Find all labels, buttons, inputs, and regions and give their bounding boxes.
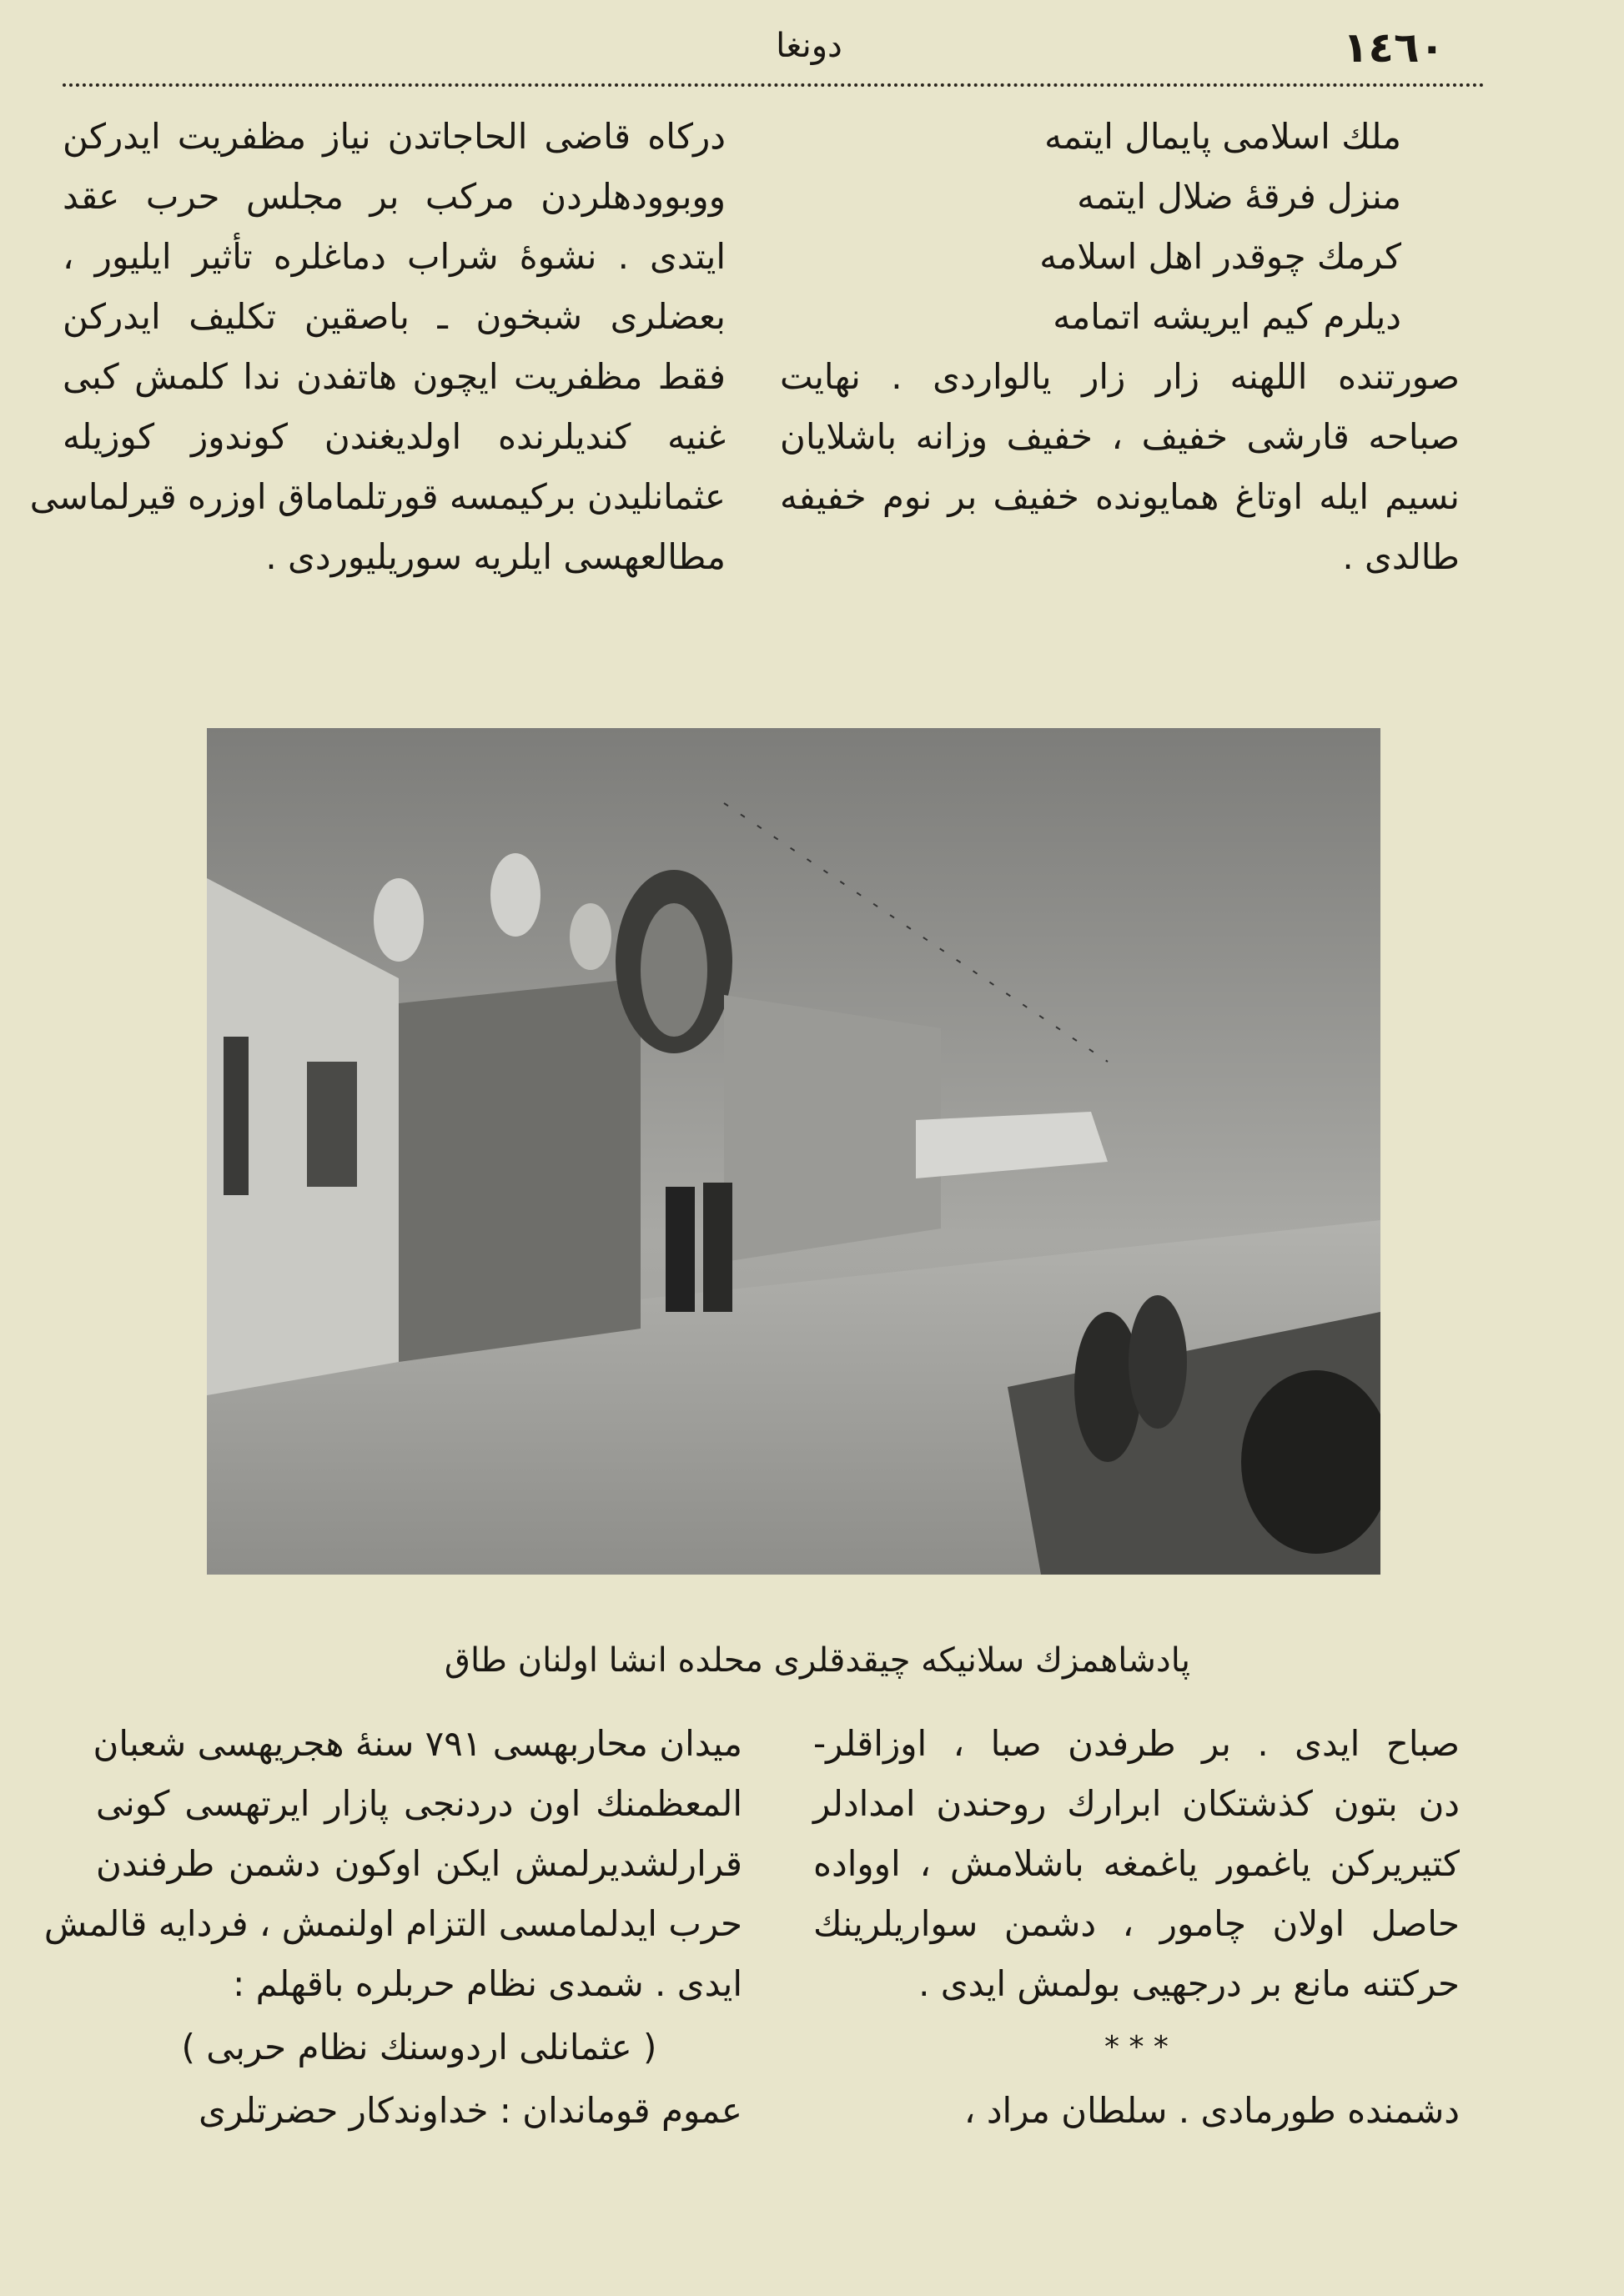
text-line: دشمنده طورمادی . سلطان مراد ، [963,2090,1460,2131]
bottom-right-column [813,1714,1460,2141]
text-line: حاصل اولان چامور ، دشمن سواریلرینك [813,1903,1460,1944]
text-line: فقط مظفریت ایچون هاتفدن ندا کلمش کبی [63,356,726,397]
verse-line: کرمك چوقدر اهل اسلامه [1039,236,1401,277]
text-line: ووبوودهلردن مرکب بر مجلس حرب عقد [63,176,726,217]
text-line: مطالعهسی ایلریه سوریلیوردی . [265,536,726,577]
text-line: کتیریرکن یاغمور یاغمغه باشلامش ، اوواده [813,1843,1460,1884]
text-line: حرکتنه مانع بر درجهیی بولمش ایدی . [918,1963,1460,2004]
top-right-column [780,107,1460,587]
verse-line: منزل فرقهٔ ضلال ایتمه [1077,176,1401,217]
text-line: نسیم ایله اوتاغ همایونده خفیف بر نوم خفیفه [780,476,1460,517]
running-title: دونغا [776,27,842,65]
text-line: عثمانلیدن برکیمسه قورتلماماق اوزره قیرلماسی [29,476,726,517]
text-line: قرارلشدیرلمش ایکن اوکون دشمن طرفندن [96,1843,742,1884]
text-line: میدان محاربهسی ٧٩١ سنهٔ هجریهسی شعبان [93,1723,742,1764]
header-divider [63,83,1485,87]
photo-caption: پادشاهمزك سلانیكه چیقدقلری محلده انشا اولنان طاق [444,1641,1191,1680]
text-line: صباحه قارشی خفیف ، خفیف وزانه باشلایان [780,416,1460,457]
verse-line: دیلرم کیم ایریشه اتمامه [1053,296,1401,337]
text-line: عموم قوماندان : خداوندکار حضرتلری [199,2090,742,2131]
top-left-column [29,107,726,587]
photo-ceremonial-arch [207,728,1380,1575]
page-number: ١٤٦٠ [1343,23,1446,72]
text-line: ایدی . شمدی نظام حربلره باقهلم : [233,1963,742,2004]
text-line: غنیه کندیلرنده اولدیغندن کوندوز کوزیله [63,416,726,457]
section-separator-asterisks: * * * [1104,2030,1169,2064]
photo-image [207,728,1380,1575]
text-line: المعظمنك اون دردنجی پازار ایرتهسی کونی [96,1783,742,1824]
verse-line: ملك اسلامی پایمال ایتمه [1044,116,1401,157]
text-line: ایتدی . نشوهٔ شراب دماغلره تأثیر ایلیور ، [63,236,726,277]
text-line: صباح ایدی . بر طرفدن صبا ، اوزاقلر- [813,1723,1460,1764]
text-line: طالدی . [1342,536,1460,577]
text-line: حرب ایدلمامسی التزام اولنمش ، فردایه قالمش [43,1903,742,1944]
text-line: بعضلری شبخون ـ باصقین تکلیف ایدرکن [63,296,726,337]
text-line: دن بتون کذشتکان ابرارك روحندن امدادلر [813,1783,1460,1824]
text-line: درکاه قاضی الحاجاتدن نیاز مظفریت ایدرکن [63,116,726,157]
bottom-left-column [43,1714,742,2141]
text-line: صورتنده اللهنه زار زار یالواردی . نهایت [780,356,1460,397]
section-heading: ( عثمانلی اردوسنك نظام حربی ) [181,2027,657,2067]
